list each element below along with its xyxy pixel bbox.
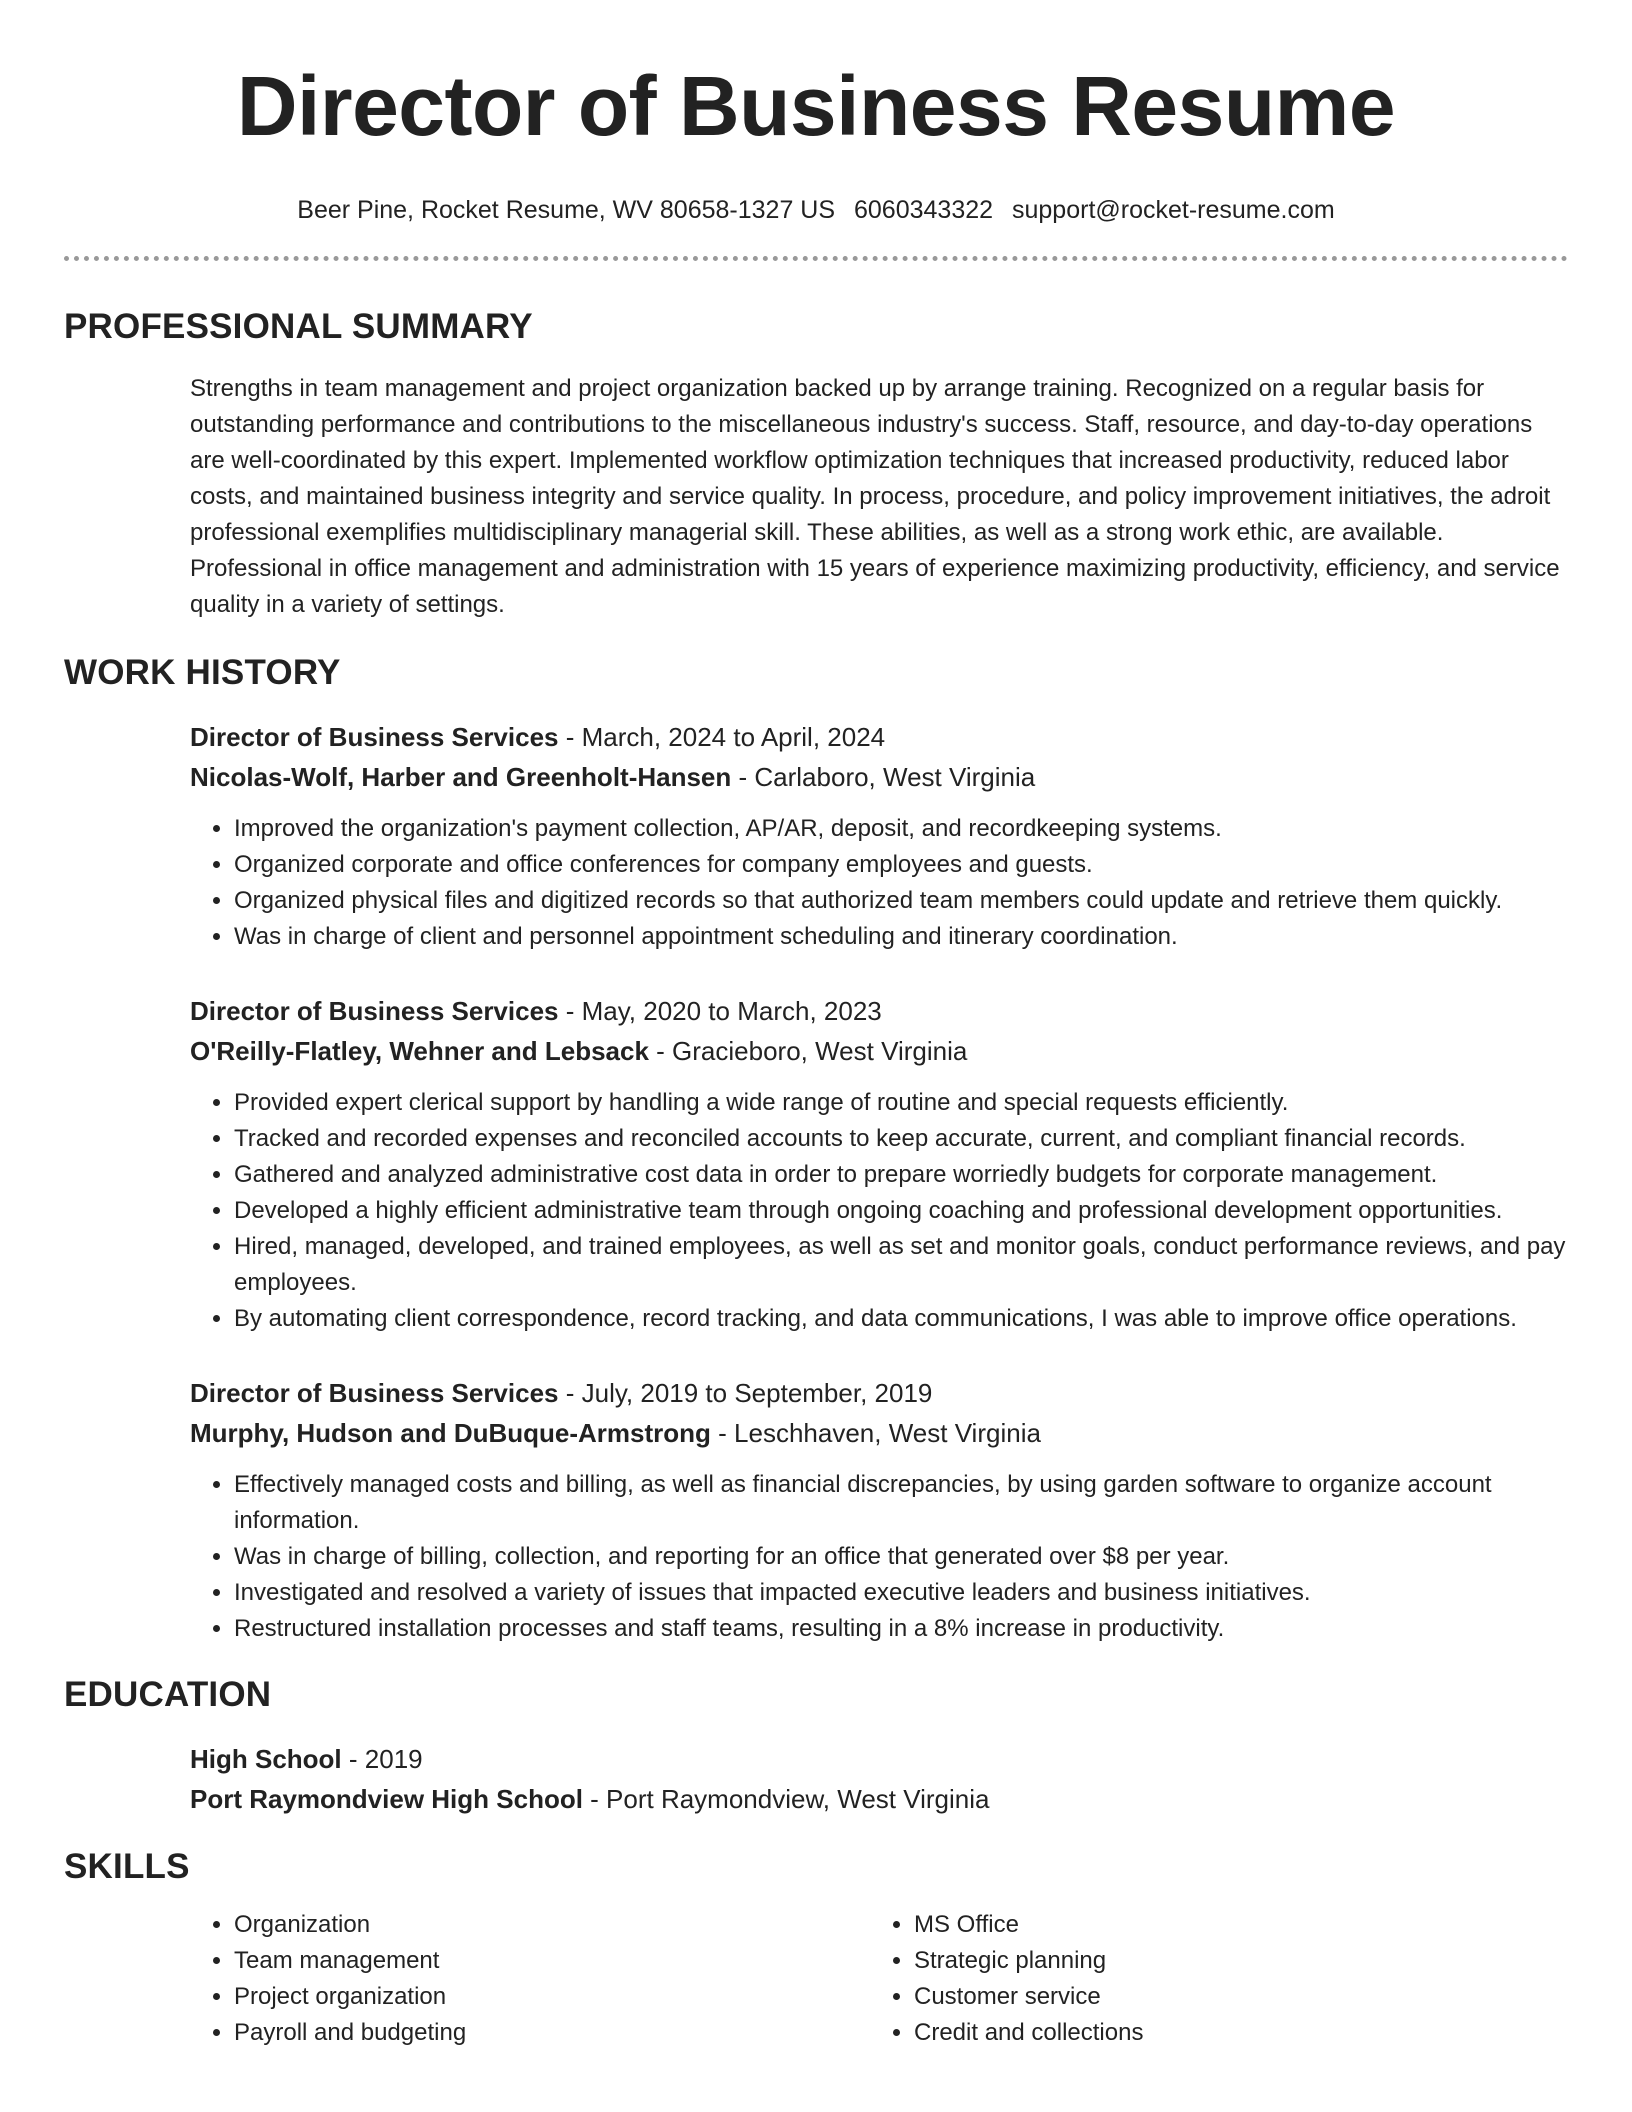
education-degree: High School xyxy=(190,1744,342,1774)
job-company-line xyxy=(190,1413,1568,1453)
list-item: • Restructured installation processes and staff teams, resulting in a 8% increase in productivity. xyxy=(234,1611,1568,1647)
list-item: • Provided expert clerical support by handling a wide range of routine and special requests efficiently. xyxy=(234,1085,1568,1121)
education-section xyxy=(64,1673,1568,1819)
list-item: • Strategic planning xyxy=(914,1943,1550,1979)
header-divider xyxy=(64,256,1568,261)
skills-list-right xyxy=(870,1907,1550,2051)
education-school-line xyxy=(190,1779,1568,1819)
list-item: • Improved the organization's payment collection, AP/AR, deposit, and recordkeeping systems. xyxy=(234,811,1568,847)
list-item: • Was in charge of billing, collection, and reporting for an office that generated over $8 per year. xyxy=(234,1539,1568,1575)
job-company: O'Reilly-Flatley, Wehner and Lebsack xyxy=(190,1036,649,1066)
work-history-section xyxy=(64,651,1568,1647)
job-title-line xyxy=(190,1373,1568,1413)
list-item: • Team management xyxy=(234,1943,870,1979)
job-entry xyxy=(190,991,1568,1337)
contact-phone: 6060343322 xyxy=(854,196,994,224)
job-company-line xyxy=(190,757,1568,797)
education-school: Port Raymondview High School xyxy=(190,1784,583,1814)
job-company-line xyxy=(190,1031,1568,1071)
list-item: • Project organization xyxy=(234,1979,870,2015)
job-position: Director of Business Services xyxy=(190,722,559,752)
list-item: • Payroll and budgeting xyxy=(234,2015,870,2051)
job-entry xyxy=(190,1373,1568,1647)
list-item: • By automating client correspondence, record tracking, and data communications, I was able to improve office operations. xyxy=(234,1301,1568,1337)
education-degree-line xyxy=(190,1739,1568,1779)
job-company: Nicolas-Wolf, Harber and Greenholt-Hansen xyxy=(190,762,732,792)
job-title-line xyxy=(190,991,1568,1031)
job-location: - Leschhaven, West Virginia xyxy=(710,1418,1041,1448)
list-item: • Credit and collections xyxy=(914,2015,1550,2051)
skills-section xyxy=(64,1845,1568,2051)
list-item: • Organized corporate and office conferences for company employees and guests. xyxy=(234,847,1568,883)
job-bullets xyxy=(190,1467,1568,1647)
job-bullets xyxy=(190,811,1568,955)
job-company: Murphy, Hudson and DuBuque-Armstrong xyxy=(190,1418,711,1448)
job-title-line xyxy=(190,717,1568,757)
section-title-education: EDUCATION xyxy=(64,1675,272,1714)
skills-list-left xyxy=(190,1907,870,2051)
list-item: • MS Office xyxy=(914,1907,1550,1943)
contact-address: Beer Pine, Rocket Resume, WV 80658-1327 US xyxy=(297,196,836,224)
education-year: - 2019 xyxy=(341,1744,423,1774)
skills-grid xyxy=(190,1907,1568,2051)
list-item: • Investigated and resolved a variety of issues that impacted executive leaders and business initiatives. xyxy=(234,1575,1568,1611)
job-dates: - July, 2019 to September, 2019 xyxy=(558,1378,933,1408)
job-location: - Carlaboro, West Virginia xyxy=(731,762,1036,792)
list-item: • Developed a highly efficient administrative team through ongoing coaching and professional development opportunities. xyxy=(234,1193,1568,1229)
list-item: • Customer service xyxy=(914,1979,1550,2015)
job-position: Director of Business Services xyxy=(190,1378,559,1408)
list-item: • Gathered and analyzed administrative cost data in order to prepare worriedly budgets for corporate management. xyxy=(234,1157,1568,1193)
education-location: - Port Raymondview, West Virginia xyxy=(582,1784,990,1814)
list-item: • Organization xyxy=(234,1907,870,1943)
job-location: - Gracieboro, West Virginia xyxy=(648,1036,968,1066)
list-item: • Effectively managed costs and billing, as well as financial discrepancies, by using garden software to organize account information. xyxy=(234,1467,1568,1539)
list-item: • Organized physical files and digitized records so that authorized team members could update and retrieve them quickly. xyxy=(234,883,1568,919)
job-bullets xyxy=(190,1085,1568,1337)
contact-line xyxy=(64,194,1568,226)
page-title: Director of Business Resume xyxy=(236,59,1396,153)
summary-section xyxy=(64,305,1568,623)
job-entry xyxy=(190,717,1568,955)
section-title-work-history: WORK HISTORY xyxy=(64,653,341,692)
job-position: Director of Business Services xyxy=(190,996,559,1026)
job-dates: - May, 2020 to March, 2023 xyxy=(558,996,882,1026)
section-title-summary: PROFESSIONAL SUMMARY xyxy=(64,307,533,346)
list-item: • Tracked and recorded expenses and reconciled accounts to keep accurate, current, and compliant financial records. xyxy=(234,1121,1568,1157)
list-item: • Hired, managed, developed, and trained employees, as well as set and monitor goals, conduct performance reviews, and pay employees. xyxy=(234,1229,1568,1301)
list-item: • Was in charge of client and personnel appointment scheduling and itinerary coordination. xyxy=(234,919,1568,955)
section-title-skills: SKILLS xyxy=(64,1847,190,1886)
contact-email: support@rocket-resume.com xyxy=(1012,196,1335,224)
resume-header xyxy=(64,0,1568,226)
summary-text: Strengths in team management and project organization backed up by arrange training. Recognized on a regular basis for outstanding performance and contributions to the miscellaneous industry's success. Staff, resource, and day-to-day operations are well-coordinated by this expert. Implemented workflow optimization techniques that increased productivity, reduced labor costs, and maintained business integrity and service quality. In process, procedure, and policy improvement initiatives, the adroit professional exemplifies multidisciplinary managerial skill. These abilities, as well as a strong work ethic, are available. Professional in office management and administration with 15 years of experience maximizing productivity, efficiency, and service quality in a variety of settings. xyxy=(190,375,1560,618)
job-dates: - March, 2024 to April, 2024 xyxy=(558,722,886,752)
